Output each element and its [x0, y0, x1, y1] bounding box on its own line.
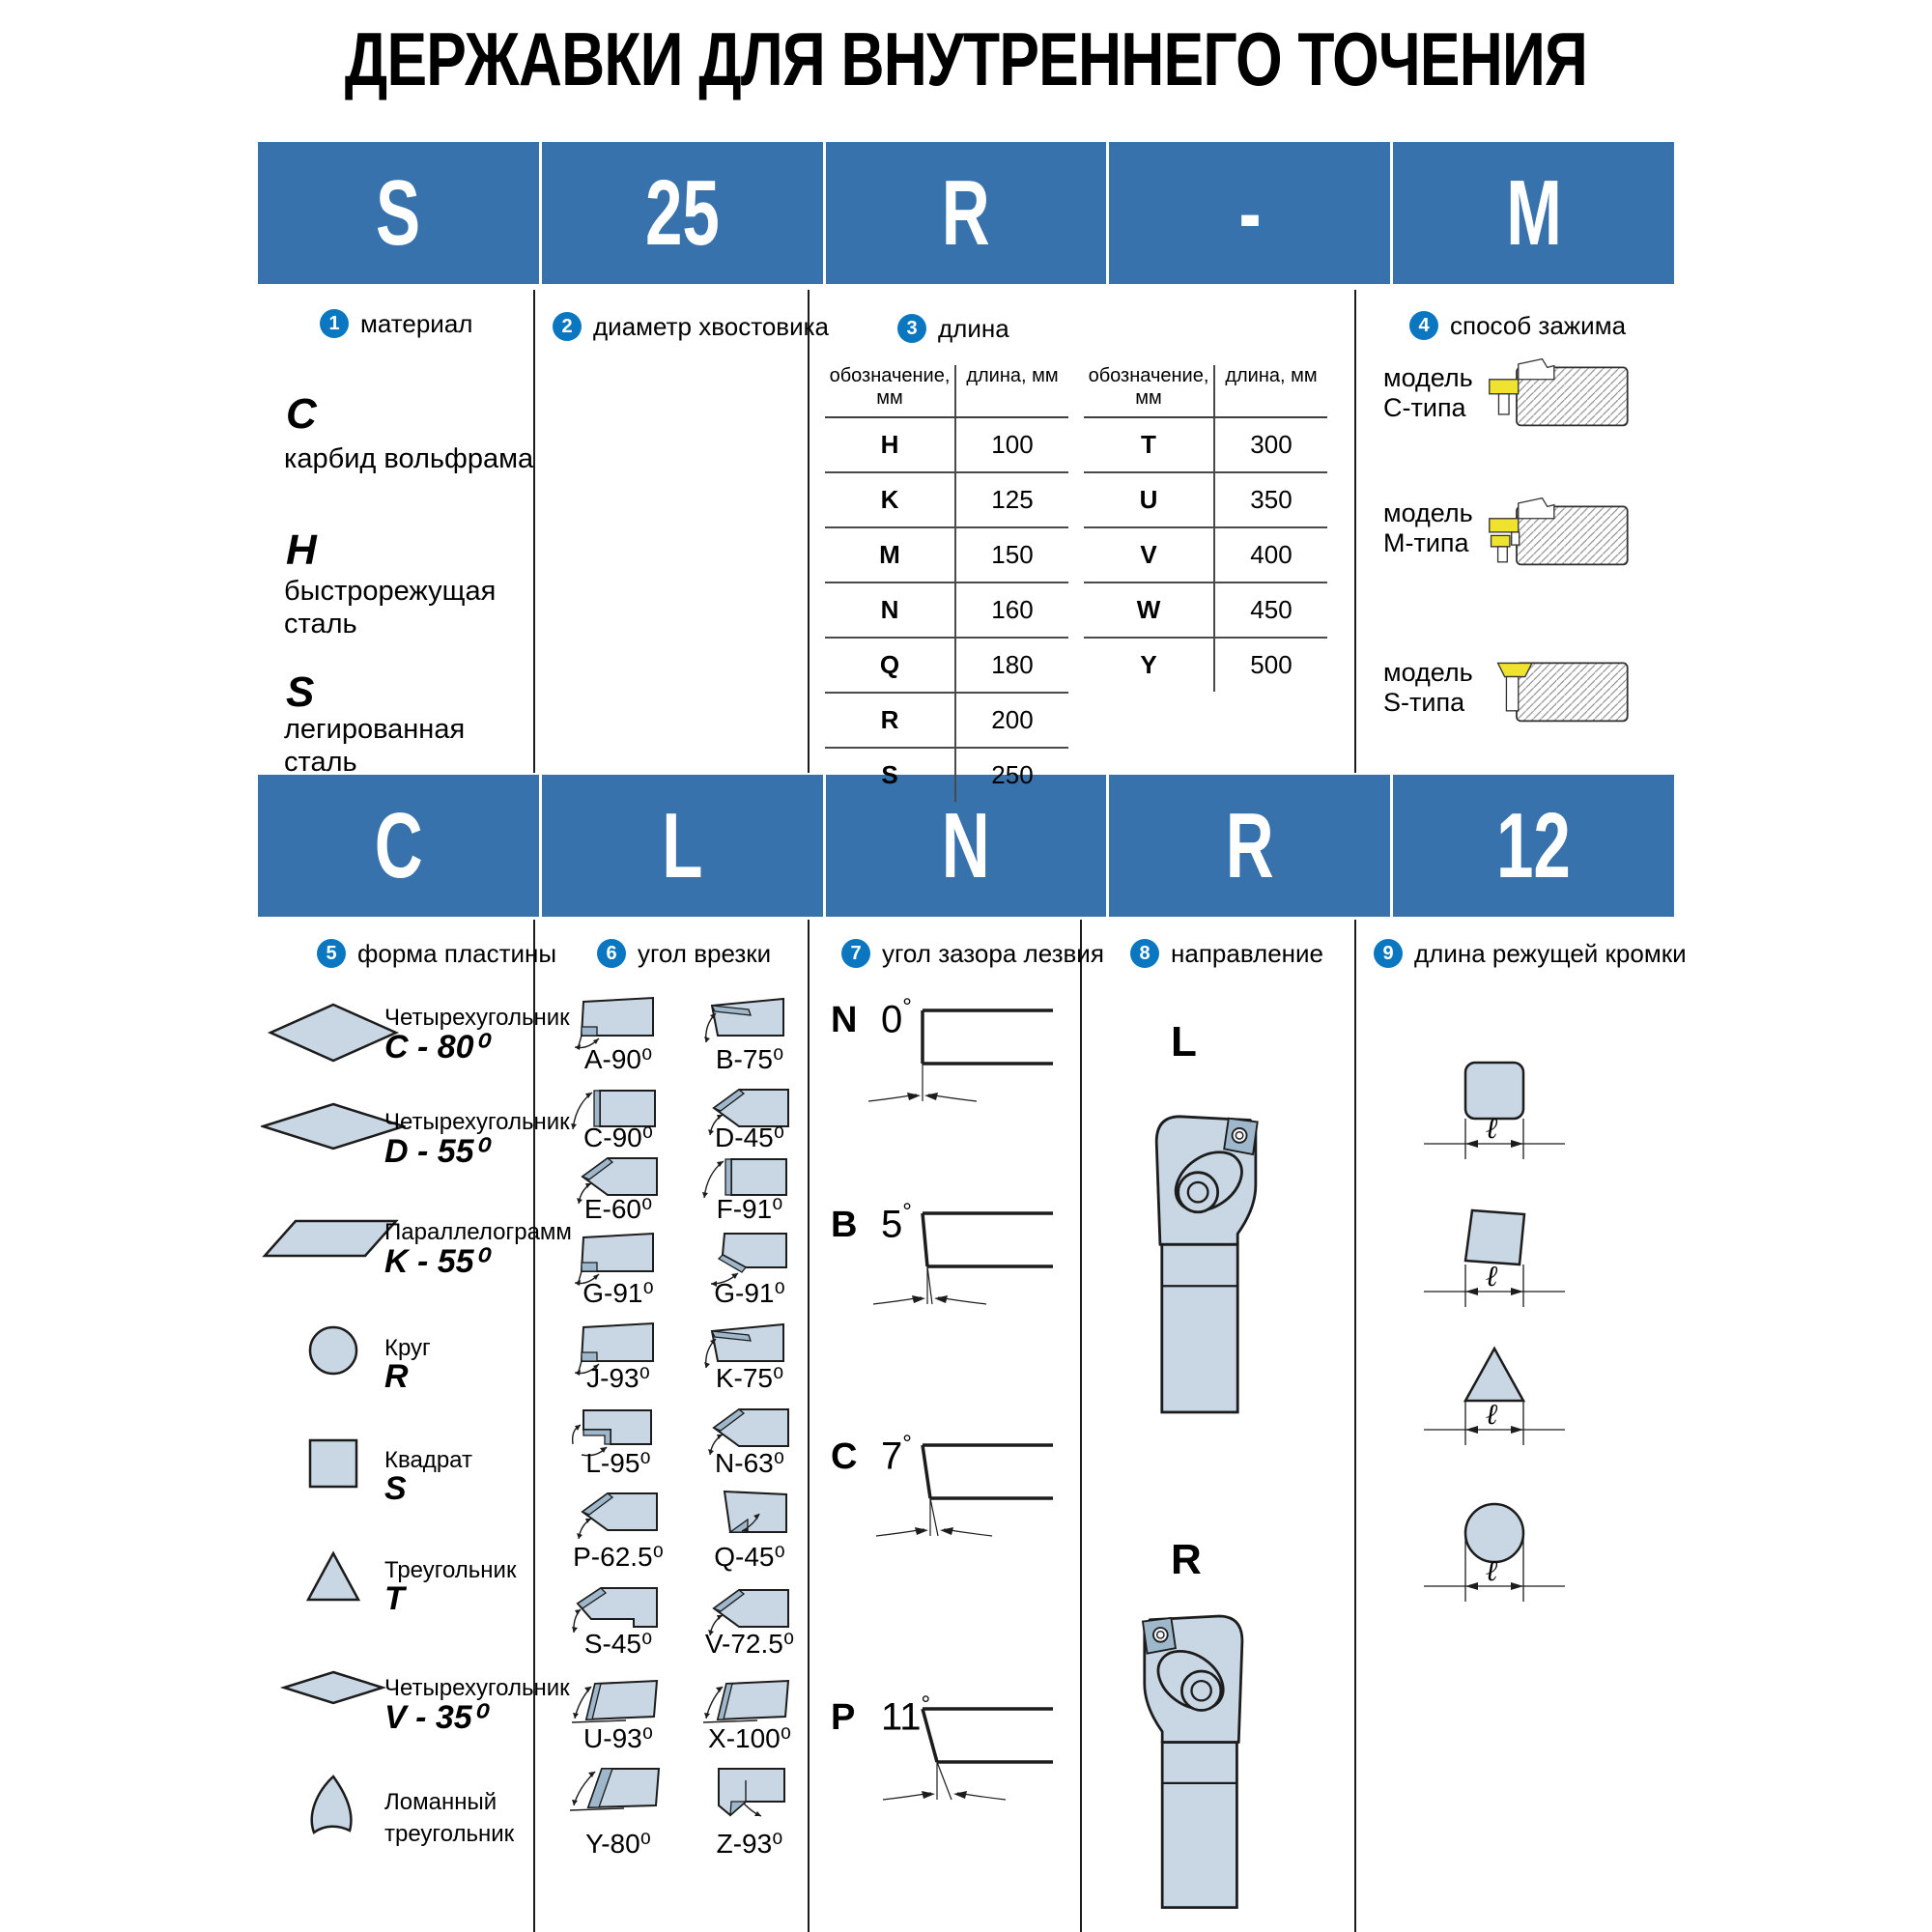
edge-length-parallelogram-diagram	[1412, 1207, 1577, 1318]
table-row	[1084, 473, 1327, 528]
edge-length-square-diagram	[1412, 1059, 1577, 1170]
designation-cell: K	[825, 473, 956, 526]
model-name: C-типа	[1383, 393, 1466, 422]
length-cell: 150	[991, 540, 1034, 569]
section-label: длина	[938, 313, 1009, 343]
code-cell-text: L	[662, 793, 703, 897]
cutting-angle-label: J-93⁰	[586, 1363, 650, 1393]
material-desc: быстрорежущая	[284, 576, 497, 607]
column-divider	[1080, 920, 1082, 1932]
cutting-angle-label: A-90⁰	[583, 1044, 653, 1074]
column-divider	[533, 920, 535, 1932]
length-cell: 250	[991, 760, 1034, 789]
cutting-angle-label: C-90⁰	[583, 1122, 653, 1152]
cutting-angle-label: L-95⁰	[585, 1448, 651, 1478]
table-row	[1084, 583, 1327, 639]
insert-shape-name: Четырехугольник	[384, 1675, 570, 1701]
cutting-angle-label: P-62.5⁰	[573, 1542, 664, 1572]
edge-length-symbol: ℓ	[1485, 1112, 1498, 1146]
table-row	[825, 639, 1068, 694]
clearance-number: 5	[881, 1203, 903, 1246]
designation-cell: M	[825, 528, 956, 582]
clearance-number: 11	[881, 1695, 922, 1739]
section-number-badge: 3	[897, 314, 926, 343]
model-name: M-типа	[1383, 528, 1469, 557]
insert-shape-code: D - 55⁰	[384, 1133, 488, 1170]
section-number-badge: 9	[1374, 939, 1403, 968]
designation-cell: R	[825, 694, 956, 747]
code-cell	[1109, 142, 1390, 284]
cutting-angle-qnotch-icon	[701, 1488, 794, 1548]
length-cell: 100	[991, 430, 1034, 459]
degree-symbol: °	[902, 1199, 912, 1225]
code-cell	[826, 142, 1107, 284]
clearance-letter: N	[831, 1000, 858, 1040]
material-desc: сталь	[284, 609, 357, 639]
code-cell-text: M	[1505, 160, 1562, 265]
clearance-angle-diagram	[826, 1190, 1067, 1316]
code-cell-text: S	[376, 160, 421, 265]
insert-shape-code: R	[384, 1358, 409, 1395]
insert-shape-code: V - 35⁰	[384, 1699, 486, 1736]
material-code: H	[286, 526, 317, 574]
table-row	[825, 528, 1068, 583]
cutting-angle-label: Y-80⁰	[585, 1829, 651, 1859]
section-number-badge: 8	[1130, 939, 1159, 968]
cutting-angle-label: E-60⁰	[583, 1194, 653, 1224]
cutting-angle-label: F-91⁰	[716, 1194, 783, 1224]
clearance-letter: C	[831, 1436, 858, 1477]
insert-shape-code: K - 55⁰	[384, 1243, 488, 1280]
column-header: обозначение, мм	[825, 365, 956, 416]
section-label: способ зажима	[1450, 310, 1627, 340]
length-cell: 500	[1250, 650, 1293, 679]
designation-cell: U	[1084, 473, 1215, 526]
material-code: S	[286, 668, 315, 716]
clearance-angle-diagram	[826, 1686, 1067, 1811]
insert-shape-name: треугольник	[384, 1821, 515, 1847]
clearance-angle-diagram	[826, 1422, 1067, 1548]
designation-cell: Y	[1084, 639, 1215, 692]
material-desc: карбид вольфрама	[284, 443, 534, 474]
cutting-angle-label: N-63⁰	[715, 1448, 784, 1478]
section-label: длина режущей кромки	[1414, 938, 1687, 968]
length-table	[1084, 365, 1327, 692]
section-number-badge: 6	[597, 939, 626, 968]
code-cell	[1393, 142, 1674, 284]
length-cell: 300	[1250, 430, 1293, 459]
table-row	[1084, 418, 1327, 473]
length-table-header	[825, 365, 1068, 418]
table-row	[825, 473, 1068, 528]
code-cell-text: -	[1238, 160, 1262, 265]
section-number-badge: 4	[1409, 311, 1438, 340]
section-label: форма пластины	[357, 938, 557, 968]
degree-symbol: °	[902, 1431, 912, 1457]
insert-shape-code: S	[384, 1470, 407, 1507]
clamp-model-C-icon	[1488, 352, 1633, 433]
section-number-badge: 5	[317, 939, 346, 968]
length-cell: 180	[991, 650, 1034, 679]
insert-shape-name: Параллелограмм	[384, 1219, 572, 1245]
length-table-header	[1084, 365, 1327, 418]
length-cell: 125	[991, 485, 1034, 514]
table-row	[825, 583, 1068, 639]
column-divider	[1354, 920, 1356, 1932]
edge-length-triangle-diagram	[1412, 1345, 1577, 1456]
insert-shape-name: Круг	[384, 1335, 431, 1361]
model-name: модель	[1383, 498, 1473, 527]
code-cell-text: R	[1225, 793, 1274, 897]
insert-shape-name: Четырехугольник	[384, 1109, 570, 1135]
cutting-angle-label: G-91⁰	[582, 1278, 654, 1308]
table-row	[825, 694, 1068, 749]
code-cell	[542, 775, 823, 917]
designation-cell: W	[1084, 583, 1215, 637]
cutting-angle-label: V-72.5⁰	[704, 1629, 795, 1659]
length-table	[825, 365, 1068, 802]
code-cell-text: C	[374, 793, 423, 897]
code-cell	[258, 142, 539, 284]
cutting-angle-label: Z-93⁰	[716, 1829, 783, 1859]
cutting-angle-label: Q-45⁰	[714, 1542, 785, 1572]
insert-shape-code: C - 80⁰	[384, 1029, 488, 1065]
column-divider	[808, 920, 810, 1932]
length-cell: 400	[1250, 540, 1293, 569]
clearance-letter: B	[831, 1205, 858, 1245]
designation-cell: V	[1084, 528, 1215, 582]
length-cell: 200	[991, 705, 1034, 734]
edge-length-circle-diagram	[1412, 1501, 1577, 1612]
column-divider	[1354, 290, 1356, 773]
page-title: ДЕРЖАВКИ ДЛЯ ВНУТРЕННЕГО ТОЧЕНИЯ	[344, 16, 1588, 101]
tool-left-hand-icon	[1146, 1103, 1281, 1422]
cutting-angle-label: X-100⁰	[708, 1723, 791, 1753]
cutting-angle-fold-icon	[701, 1765, 794, 1825]
column-header: длина, мм	[1225, 365, 1318, 386]
code-cell	[542, 142, 823, 284]
clearance-number: 0	[881, 998, 903, 1041]
section-number-badge: 2	[553, 312, 582, 341]
column-header: длина, мм	[966, 365, 1059, 386]
table-row	[825, 749, 1068, 802]
code-cell-text: R	[942, 160, 990, 265]
insert-shape-name: Ломанный	[384, 1789, 497, 1815]
edge-length-symbol: ℓ	[1485, 1554, 1498, 1588]
column-divider	[533, 290, 535, 773]
section-number-badge: 7	[841, 939, 870, 968]
clamp-model-M-icon	[1488, 491, 1633, 572]
cutting-angle-label: B-75⁰	[715, 1044, 784, 1074]
designation-cell: H	[825, 418, 956, 471]
designation-cell: S	[825, 749, 956, 802]
section-label: диаметр хвостовика	[593, 311, 830, 341]
material-desc: сталь	[284, 747, 357, 778]
tool-right-hand-icon	[1119, 1605, 1254, 1915]
designation-cell: Q	[825, 639, 956, 692]
length-cell: 450	[1250, 595, 1293, 624]
cutting-angle-label: D-45⁰	[715, 1122, 784, 1152]
clearance-letter: P	[831, 1697, 856, 1738]
cutting-angle-point-icon	[570, 1488, 663, 1548]
code-cell	[258, 775, 539, 917]
model-name: модель	[1383, 363, 1473, 392]
code-cell	[1393, 775, 1674, 917]
clearance-angle-diagram	[826, 987, 1067, 1113]
table-row	[1084, 528, 1327, 583]
material-desc: легированная	[284, 714, 466, 745]
code-band-top	[258, 142, 1674, 284]
material-code: C	[286, 390, 317, 438]
direction-letter: L	[1171, 1018, 1197, 1065]
cutting-angle-label: S-45⁰	[583, 1629, 653, 1659]
section-label: материал	[360, 308, 473, 338]
column-divider	[808, 290, 810, 773]
designation-cell: N	[825, 583, 956, 637]
cutting-angle-label: K-75⁰	[715, 1363, 784, 1393]
code-cell-text: 25	[644, 160, 720, 265]
direction-letter: R	[1171, 1536, 1202, 1583]
designation-cell: T	[1084, 418, 1215, 471]
insert-shape-code: T	[384, 1580, 405, 1617]
table-row	[825, 418, 1068, 473]
length-cell: 160	[991, 595, 1034, 624]
column-header: обозначение, мм	[1084, 365, 1215, 416]
code-cell-text: N	[942, 793, 990, 897]
degree-symbol: °	[902, 994, 912, 1020]
clamp-model-S-icon	[1488, 647, 1633, 728]
section-label: угол зазора лезвия	[882, 938, 1104, 968]
code-cell	[1109, 775, 1390, 917]
insert-shape-name: Квадрат	[384, 1447, 472, 1473]
cutting-angle-label: G-91⁰	[714, 1278, 785, 1308]
insert-shape-name: Треугольник	[384, 1557, 517, 1583]
model-name: модель	[1383, 658, 1473, 687]
model-name: S-типа	[1383, 688, 1465, 717]
section-label: направление	[1171, 938, 1324, 968]
clearance-number: 7	[881, 1435, 903, 1478]
degree-symbol: °	[921, 1691, 931, 1718]
length-cell: 350	[1250, 485, 1293, 514]
insert-shape-name: Четырехугольник	[384, 1005, 570, 1031]
edge-length-symbol: ℓ	[1485, 1260, 1498, 1293]
section-label: угол врезки	[638, 938, 772, 968]
edge-length-symbol: ℓ	[1485, 1398, 1498, 1432]
cutting-angle-label: U-93⁰	[583, 1723, 653, 1753]
table-row	[1084, 639, 1327, 692]
cutting-angle-yslant-icon	[570, 1765, 663, 1825]
section-number-badge: 1	[320, 309, 349, 338]
code-cell-text: 12	[1496, 793, 1572, 897]
